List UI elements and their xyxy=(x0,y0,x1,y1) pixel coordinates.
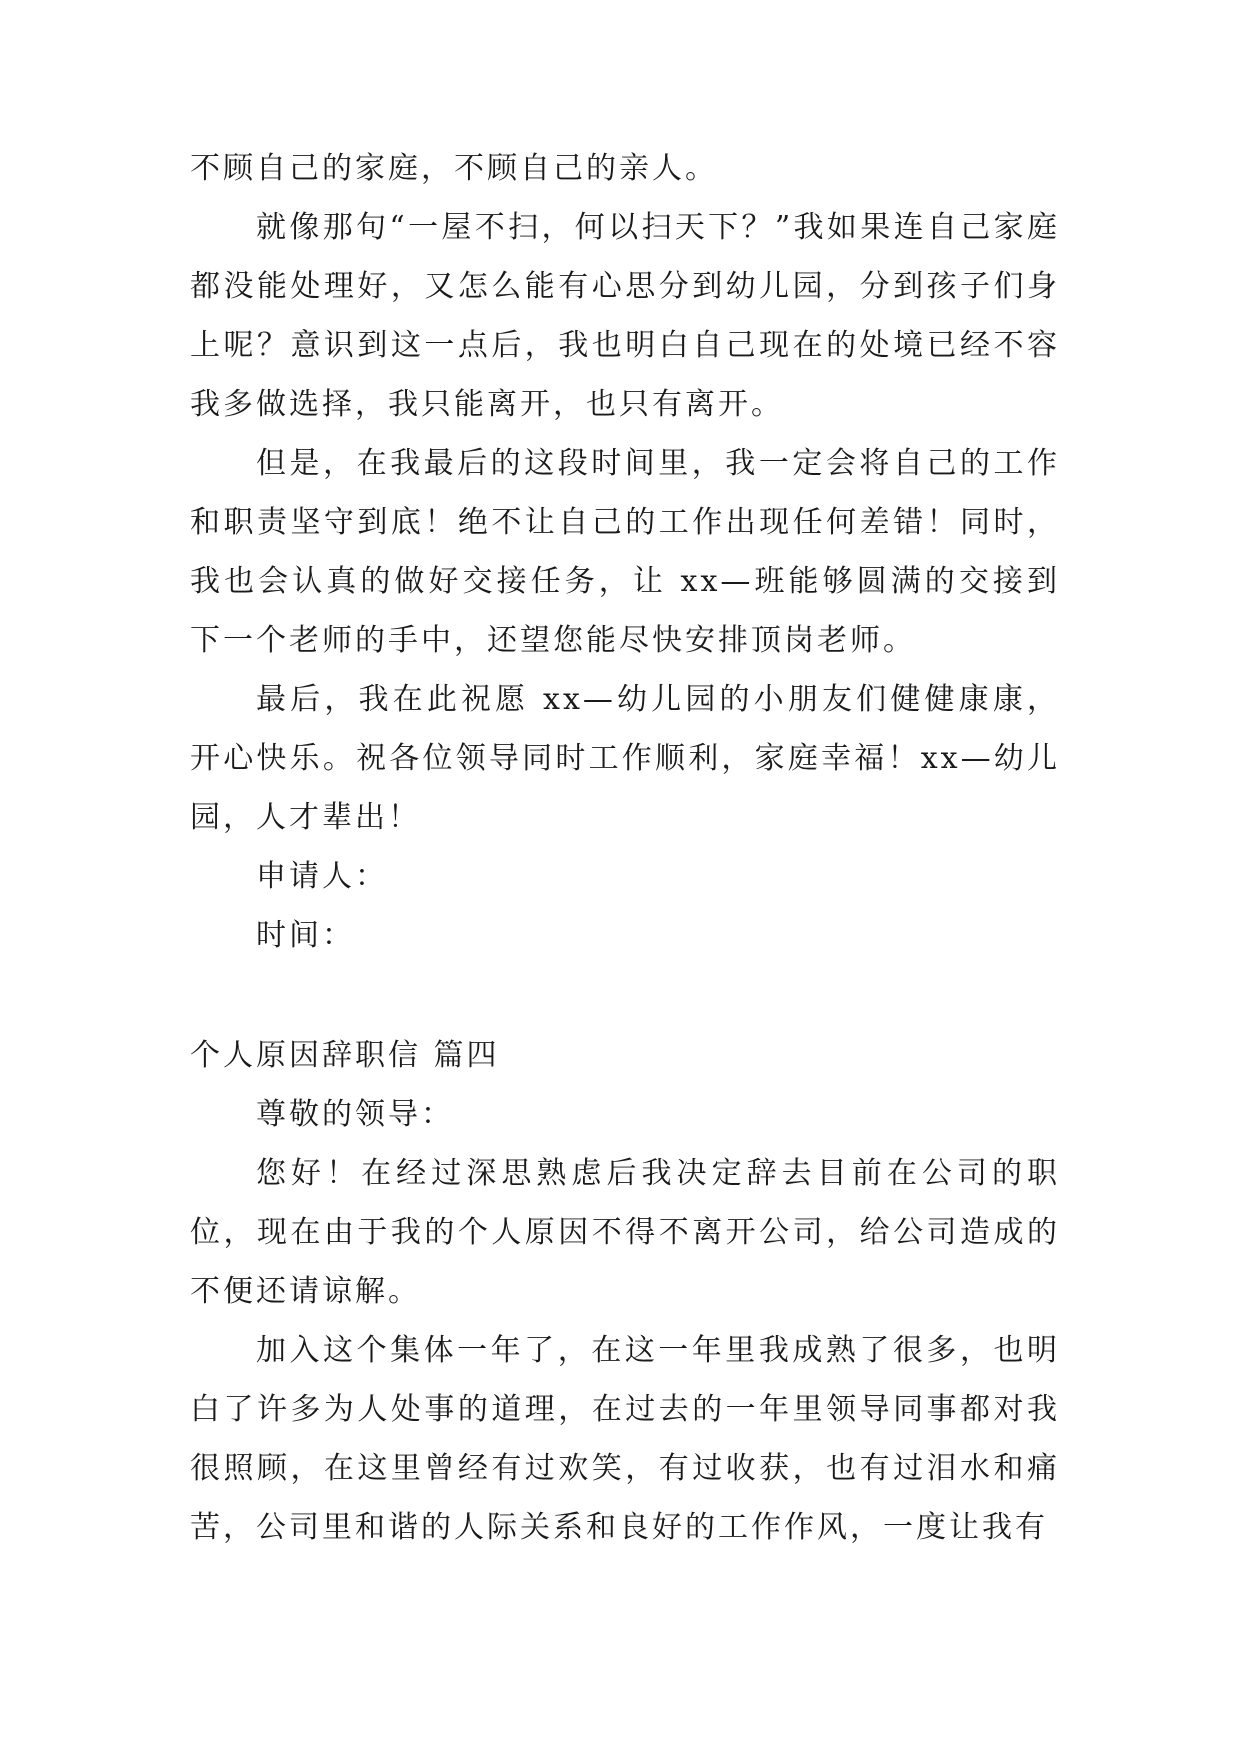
paragraph-experience: 加入这个集体一年了，在这一年里我成熟了很多，也明白了许多为人处事的道理，在过去的一年里领导同事都对我很照顾，在这里曾经有过欢笑，有过收获，也有过泪水和痛苦，公司里和谐的人际关系和良好的工作作风，一度让我有 xyxy=(190,1333,1060,1545)
paragraph-continuation: 不顾自己的家庭，不顾自己的亲人。 xyxy=(190,151,718,186)
time-label: 时间： xyxy=(256,918,355,953)
paragraph-greeting: 您好！在经过深思熟虑后我决定辞去目前在公司的职位，现在由于我的个人原因不得不离开公司，给公司造成的不便还请谅解。 xyxy=(190,1156,1060,1309)
section-title: 个人原因辞职信 篇四 xyxy=(190,1038,500,1073)
paragraph-proverb: 就像那句“一屋不扫，何以扫天下？”我如果连自己家庭都没能处理好，又怎么能有心思分到幼儿园，分到孩子们身上呢？意识到这一点后，我也明白自己现在的处境已经不容我多做选择，我只能离开，也只有离开。 xyxy=(190,210,1060,422)
paragraph-commitment: 但是，在我最后的这段时间里，我一定会将自己的工作和职责坚守到底！绝不让自己的工作出现任何差错！同时，我也会认真的做好交接任务，让 xx—班能够圆满的交接到下一个老师的手中，还望您能尽快安排顶岗老师。 xyxy=(190,446,1060,658)
salutation: 尊敬的领导： xyxy=(256,1097,454,1132)
paragraph-wishes: 最后，我在此祝愿 xx—幼儿园的小朋友们健健康康，开心快乐。祝各位领导同时工作顺利，家庭幸福！xx—幼儿园，人才辈出！ xyxy=(190,682,1060,835)
applicant-label: 申请人： xyxy=(256,859,388,894)
